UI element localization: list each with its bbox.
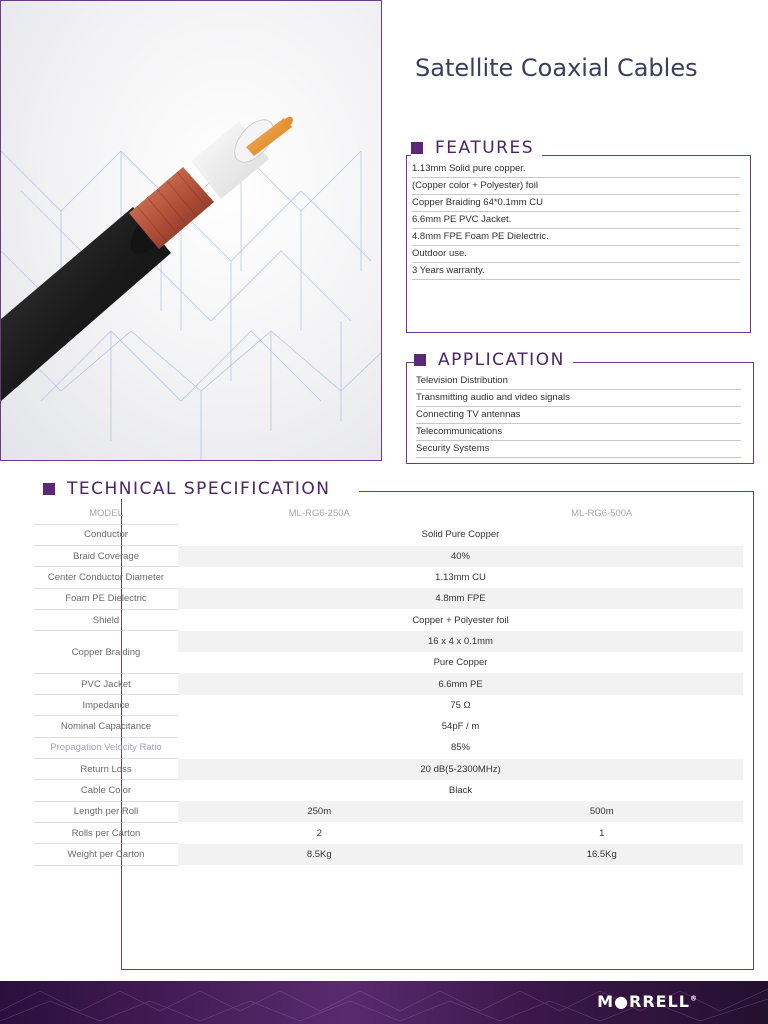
row-value-b: 1 bbox=[599, 827, 605, 839]
row-label: Conductor bbox=[34, 524, 178, 545]
product-image bbox=[0, 0, 382, 461]
features-heading bbox=[411, 138, 542, 158]
row-label: Nominal Capacitance bbox=[34, 716, 178, 737]
application-heading-text: APPLICATION bbox=[438, 350, 565, 370]
row-label: Weight per Carton bbox=[34, 844, 178, 865]
table-row bbox=[34, 759, 743, 780]
table-row bbox=[34, 567, 743, 588]
section-marker-icon bbox=[43, 483, 55, 495]
table-row bbox=[34, 695, 743, 716]
row-value: 1.13mm CU bbox=[435, 572, 486, 584]
list-item: 6.6mm PE PVC Jacket. bbox=[412, 212, 740, 229]
page-title: Satellite Coaxial Cables bbox=[415, 54, 698, 82]
list-item: Telecommunications bbox=[416, 424, 741, 441]
spec-table bbox=[34, 503, 743, 866]
table-row bbox=[34, 524, 743, 545]
row-label: Propagation Velocity Ratio bbox=[34, 737, 178, 758]
application-list bbox=[416, 373, 741, 458]
row-value: Black bbox=[448, 785, 473, 796]
spec-heading bbox=[43, 479, 359, 499]
row-label: Copper Braiding bbox=[34, 631, 178, 674]
table-row bbox=[34, 673, 743, 694]
row-value: Solid Pure Copper bbox=[421, 529, 500, 541]
list-item: Outdoor use. bbox=[412, 246, 740, 263]
row-value-b: 16.5Kg bbox=[461, 844, 744, 865]
table-row bbox=[34, 801, 743, 822]
row-value: 54pF / m bbox=[441, 721, 480, 733]
table-row bbox=[34, 737, 743, 758]
table-row bbox=[34, 631, 743, 652]
model-a: ML-RG6-250A bbox=[178, 503, 461, 524]
list-item: Television Distribution bbox=[416, 373, 741, 390]
row-value: 75 Ω bbox=[450, 699, 471, 711]
table-row bbox=[34, 822, 743, 843]
table-header-row bbox=[34, 503, 743, 524]
row-value: 85% bbox=[450, 742, 470, 754]
model-b: ML-RG6-500A bbox=[461, 503, 744, 524]
table-row bbox=[34, 844, 743, 865]
spec-heading-text: TECHNICAL SPECIFICATION bbox=[67, 479, 331, 499]
row-label: Rolls per Carton bbox=[34, 822, 178, 843]
features-list bbox=[412, 161, 740, 280]
list-item: 3 Years warranty. bbox=[412, 263, 740, 280]
table-row bbox=[34, 716, 743, 737]
table-row bbox=[34, 609, 743, 630]
section-marker-icon bbox=[411, 142, 423, 154]
row-label: PVC Jacket bbox=[34, 673, 178, 694]
table-row bbox=[34, 588, 743, 609]
row-label: Shield bbox=[34, 609, 178, 630]
list-item: Copper Braiding 64*0.1mm CU bbox=[412, 195, 740, 212]
row-value-a: 2 bbox=[316, 827, 322, 839]
row-label: Cable Color bbox=[34, 780, 178, 801]
table-row bbox=[34, 780, 743, 801]
row-label: Center Conductor Diameter bbox=[34, 567, 178, 588]
row-label: Braid Coverage bbox=[34, 546, 178, 567]
list-item: Connecting TV antennas bbox=[416, 407, 741, 424]
row-label: Impedance bbox=[34, 695, 178, 716]
list-item: (Copper color + Polyester) foil bbox=[412, 178, 740, 195]
features-heading-text: FEATURES bbox=[435, 138, 535, 158]
row-label: Foam PE Dielectric bbox=[34, 588, 178, 609]
footer-band bbox=[0, 981, 768, 1024]
model-label: MODEL bbox=[34, 503, 178, 524]
application-heading bbox=[414, 350, 573, 370]
row-value: 40% bbox=[178, 546, 743, 567]
row-label: Length per Roll bbox=[34, 801, 178, 822]
row-value: 6.6mm PE bbox=[178, 673, 743, 694]
row-value: Pure Copper bbox=[433, 657, 488, 669]
row-value: 4.8mm FPE bbox=[178, 588, 743, 609]
section-marker-icon bbox=[414, 354, 426, 366]
row-value: 16 x 4 x 0.1mm bbox=[178, 631, 743, 652]
row-value-a: 8.5Kg bbox=[178, 844, 461, 865]
list-item: 1.13mm Solid pure copper. bbox=[412, 161, 740, 178]
row-value: Copper + Polyester foil bbox=[412, 614, 509, 626]
list-item: Transmitting audio and video signals bbox=[416, 390, 741, 407]
brand-logo: M●RRELL® bbox=[597, 992, 698, 1011]
list-item: 4.8mm FPE Foam PE Dielectric. bbox=[412, 229, 740, 246]
coaxial-cable-illustration bbox=[1, 1, 382, 461]
row-value-b: 500m bbox=[461, 801, 744, 822]
row-value-a: 250m bbox=[178, 801, 461, 822]
table-row bbox=[34, 546, 743, 567]
row-label: Return Loss bbox=[34, 759, 178, 780]
list-item: Security Systems bbox=[416, 441, 741, 458]
row-value: 20 dB(5-2300MHz) bbox=[178, 759, 743, 780]
